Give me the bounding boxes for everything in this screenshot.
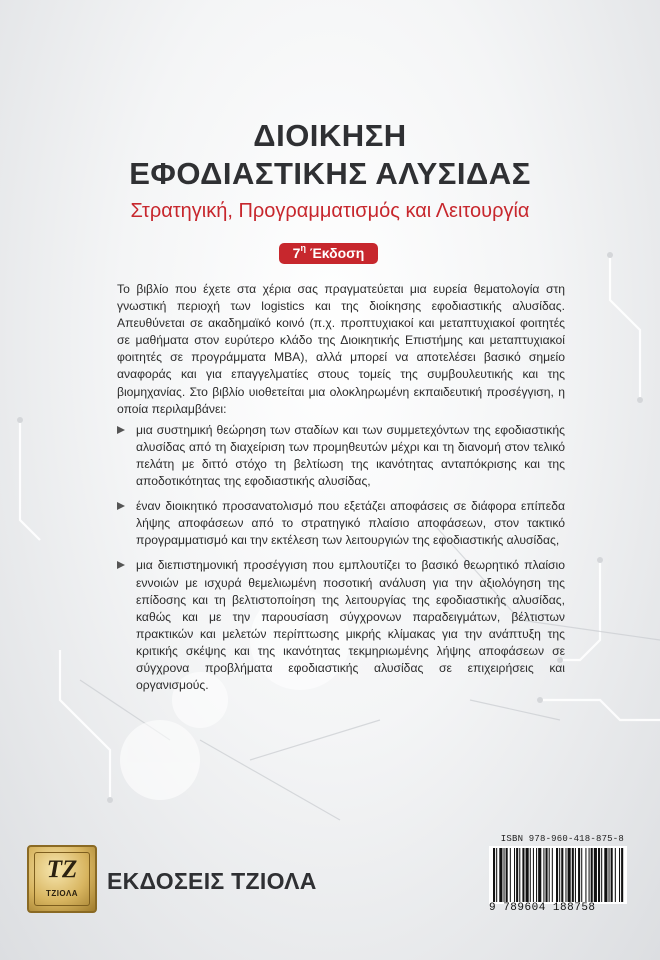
barcode-bar (499, 848, 502, 902)
barcode-bar (493, 848, 495, 902)
barcode-bar (519, 848, 520, 902)
barcode-bar (522, 848, 524, 902)
barcode-bar (578, 848, 580, 902)
edition-badge (279, 243, 378, 264)
barcode-bar (549, 848, 550, 902)
barcode-bar (598, 848, 600, 902)
barcode-bar (530, 848, 531, 902)
barcode-bar (538, 848, 541, 902)
barcode-bar (572, 848, 574, 902)
bullet-text: μια διεπιστημονική προσέγγιση που εμπλουτίζει το βασικό θεωρητικό πλαίσιο εννοιών με ισχυρά θεμελιωμένη ποσοτική ανάλυση για την αξιολόγηση της επίδοσης και τη βελτιστοποίηση της λειτουργίας της εφοδιαστικής αλυσίδας, καθώς και με την παρουσίαση σύγχρονων παραδειγμάτων, βέλτιστων πρακτικών και μελετών περίπτωσης μικρής κλίμακας για την ανάπτυξη της κριτικής σκέψης και της ικανότητας τεκμηριωμένης λήψης αποφάσεων σε σύγχρονα προβλήματα εφοδιαστικής αλυσίδας σε επιχειρήσεις και οργανισμούς. (136, 558, 565, 693)
edition-superscript: η (300, 243, 306, 254)
bullet-text: μια συστημική θεώρηση των σταδίων και των συμμετεχόντων της εφοδιαστικής αλυσίδας από τη διαχείριση των προμηθευτών μέχρι και τη διανομή στον τελικό πελάτη με διττό στόχο τη βελτίωση της ικανότητας ανταπόκρισης και της αποδοτικότητας της εφοδιαστικής αλυσίδας, (136, 422, 565, 489)
isbn-text: ISBN 978-960-418-875-8 (500, 834, 624, 844)
barcode-bar (585, 848, 586, 902)
barcode-bar (565, 848, 566, 902)
triangle-bullet-icon (117, 561, 125, 569)
triangle-bullet-icon (117, 502, 125, 510)
isbn-label (494, 834, 624, 844)
bullet-text: έναν διοικητικό προσανατολισμό που εξετάζει αποφάσεις σε διάφορα επίπεδα λήψης αποφάσεων από το στρατηγικό πλαίσιο αποφάσεων, στον τακτικό προγραμματισμό και την εκτέλεση των λειτουργιών της εφοδιαστικής αλυσίδας, (136, 499, 565, 548)
barcode-bar (546, 848, 548, 902)
barcode-bar (496, 848, 497, 902)
barcode-bar (561, 848, 563, 902)
subtitle: Στρατηγική, Προγραμματισμός και Λειτουργία (130, 200, 530, 222)
edition-label: Έκδοση (309, 245, 365, 261)
barcode-bar (621, 848, 623, 902)
edition-number: 7 (292, 245, 301, 261)
barcode-bar (575, 848, 576, 902)
barcode-bar (504, 848, 505, 902)
logo-monogram: ΤΖ (46, 856, 78, 883)
barcode-bar (594, 848, 597, 902)
barcode-bar (615, 848, 616, 902)
title-line-1: ΔΙΟΙΚΗΣΗ (253, 118, 407, 153)
barcode-bars (489, 846, 627, 904)
barcode-bar (526, 848, 529, 902)
barcode-bar (556, 848, 558, 902)
barcode-bar (568, 848, 571, 902)
barcode-bar (589, 848, 590, 902)
barcode-bar (552, 848, 553, 902)
barcode-digits: 9 789604 188758 (489, 902, 596, 914)
triangle-bullet-icon (117, 426, 125, 434)
logo-wordmark: ΤΖΙΟΛΑ (45, 889, 79, 898)
barcode-bar (619, 848, 620, 902)
barcode-bar (516, 848, 518, 902)
list-item (117, 422, 565, 490)
publisher-logo (27, 845, 97, 913)
barcode-bar (609, 848, 610, 902)
barcode-bar (536, 848, 537, 902)
barcode-bar (559, 848, 560, 902)
barcode-bar (581, 848, 582, 902)
barcode-bar (506, 848, 508, 902)
barcode-bar (591, 848, 593, 902)
publisher-name: ΕΚΔΟΣΕΙΣ ΤΖΙΟΛΑ (107, 868, 317, 894)
blurb (117, 281, 565, 694)
bullet-list (117, 422, 565, 694)
barcode-bar (611, 848, 613, 902)
barcode-bar (604, 848, 607, 902)
list-item (117, 557, 565, 694)
barcode-bar (514, 848, 515, 902)
barcode-bar (601, 848, 602, 902)
barcode-bar (510, 848, 511, 902)
barcode (489, 846, 627, 904)
barcode-bar (543, 848, 544, 902)
list-item (117, 498, 565, 549)
title-line-2: ΕΦΟΔΙΑΣΤΙΚΗΣ ΑΛΥΣΙΔΑΣ (129, 156, 531, 191)
barcode-bar (533, 848, 534, 902)
intro-paragraph: Το βιβλίο που έχετε στα χέρια σας πραγματεύεται μια ευρεία θεματολογία στη γνωστική περιοχή των logistics και της διοίκησης εφοδιαστικής αλυσίδας. Απευθύνεται σε ακαδημαϊκό κοινό (π.χ. προπτυχιακοί και μεταπτυχιακοί φοιτητές σε μαθήματα στον ευρύτερο κλάδο της Διοικητικής Επιστήμης και μεταπτυχιακοί φοιτητές σε προγράμματα MBA), αλλά μπορεί να αποτελέσει βασικό σημείο αναφοράς και για επαγγελματίες στους τομείς της συμβουλευτικής και της βιομηχανίας. Στο βιβλίο υιοθετείται μια ολοκληρωμένη εκπαιδευτική προσέγγιση, η οποία περιλαμβάνει: (117, 282, 565, 416)
